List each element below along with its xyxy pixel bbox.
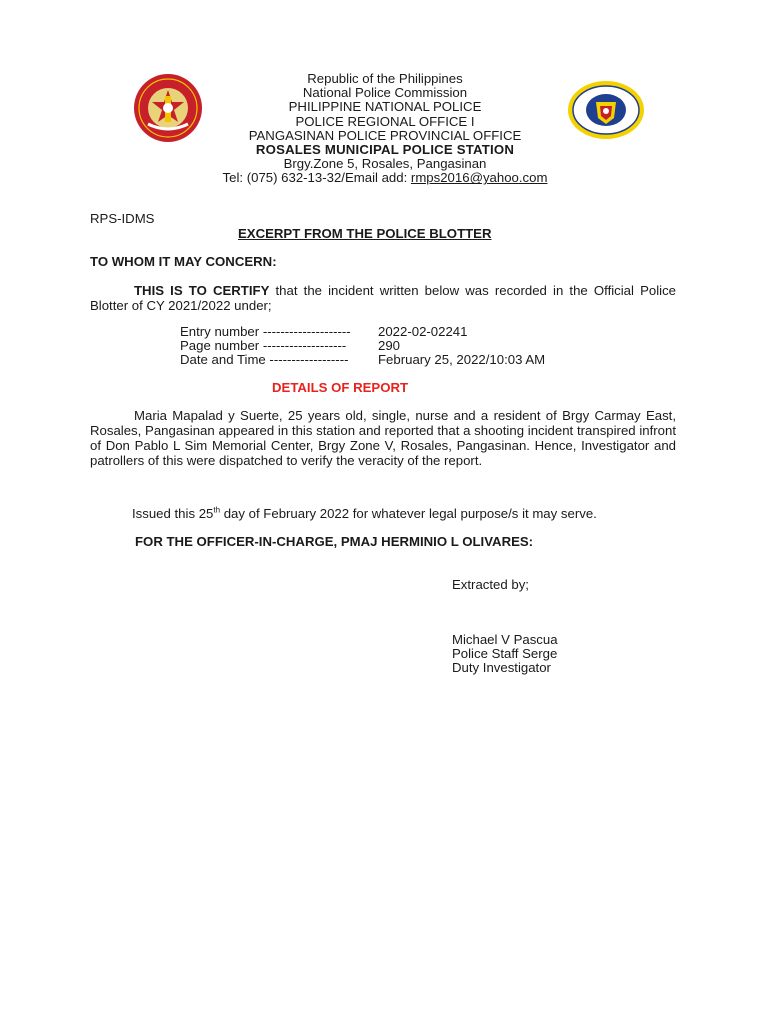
certification-paragraph xyxy=(90,283,676,313)
issued-statement xyxy=(132,507,597,522)
header-line-republic: Republic of the Philippines xyxy=(307,71,463,86)
letterhead xyxy=(180,72,590,186)
details-body: Maria Mapalad y Suerte, 25 years old, single, nurse and a resident of Brgy Carmay East, Rosales, Pangasinan appeared in this station and reported that a shooting incident transpired infront of Don Pablo L Sim Memorial Center, Brgy Zone V, Rosales, Pangasinan. Hence, Investigator and patrollers of this were dispatched to verify the veracity of the report. xyxy=(90,408,676,468)
signatory-name: Michael V Pascua xyxy=(452,632,558,647)
header-contact xyxy=(180,171,590,185)
issued-ordinal: th xyxy=(213,505,221,515)
page-value: 290 xyxy=(378,338,401,353)
salutation: TO WHOM IT MAY CONCERN: xyxy=(90,254,277,269)
header-line-napolcom: National Police Commission xyxy=(302,85,468,101)
document-title: EXCERPT FROM THE POLICE BLOTTER xyxy=(238,226,492,241)
officer-in-charge-line: FOR THE OFFICER-IN-CHARGE, PMAJ HERMINIO L OLIVARES: xyxy=(135,534,534,549)
entry-label: Entry number -------------------- xyxy=(180,324,351,339)
certify-lead: THIS IS TO CERTIFY xyxy=(134,283,270,298)
certify-text: that the incident written below was recorded in the Official Police Blotter of CY 2021/2022 under; xyxy=(90,283,676,313)
issued-suffix: day of February 2022 for whatever legal purpose/s it may serve. xyxy=(220,506,597,521)
header-email-link[interactable]: rmps2016@yahoo.com xyxy=(410,170,548,186)
signatory-rank: Police Staff Serge xyxy=(452,646,558,661)
date-value: February 25, 2022/10:03 AM xyxy=(378,352,546,367)
header-line-pnp: PHILIPPINE NATIONAL POLICE xyxy=(288,99,482,115)
reference-code: RPS-IDMS xyxy=(90,211,155,226)
header-address: Brgy.Zone 5, Rosales, Pangasinan xyxy=(283,156,487,172)
header-line-province: PANGASINAN POLICE PROVINCIAL OFFICE xyxy=(248,127,522,143)
details-paragraph xyxy=(90,408,676,468)
extracted-by-label: Extracted by; xyxy=(452,577,529,592)
date-time-row xyxy=(180,353,545,368)
entry-value: 2022-02-02241 xyxy=(378,324,468,339)
date-label: Date and Time ------------------ xyxy=(180,352,349,367)
header-tel: Tel: (075) 632-13-32/Email add: xyxy=(222,170,411,186)
details-heading: DETAILS OF REPORT xyxy=(272,380,409,395)
header-line-region: POLICE REGIONAL OFFICE I xyxy=(295,113,475,129)
signatory-position: Duty Investigator xyxy=(452,660,551,675)
page-label: Page number ------------------- xyxy=(180,338,347,353)
header-station: ROSALES MUNICIPAL POLICE STATION xyxy=(255,142,515,158)
issued-prefix: Issued this 25 xyxy=(132,506,214,521)
